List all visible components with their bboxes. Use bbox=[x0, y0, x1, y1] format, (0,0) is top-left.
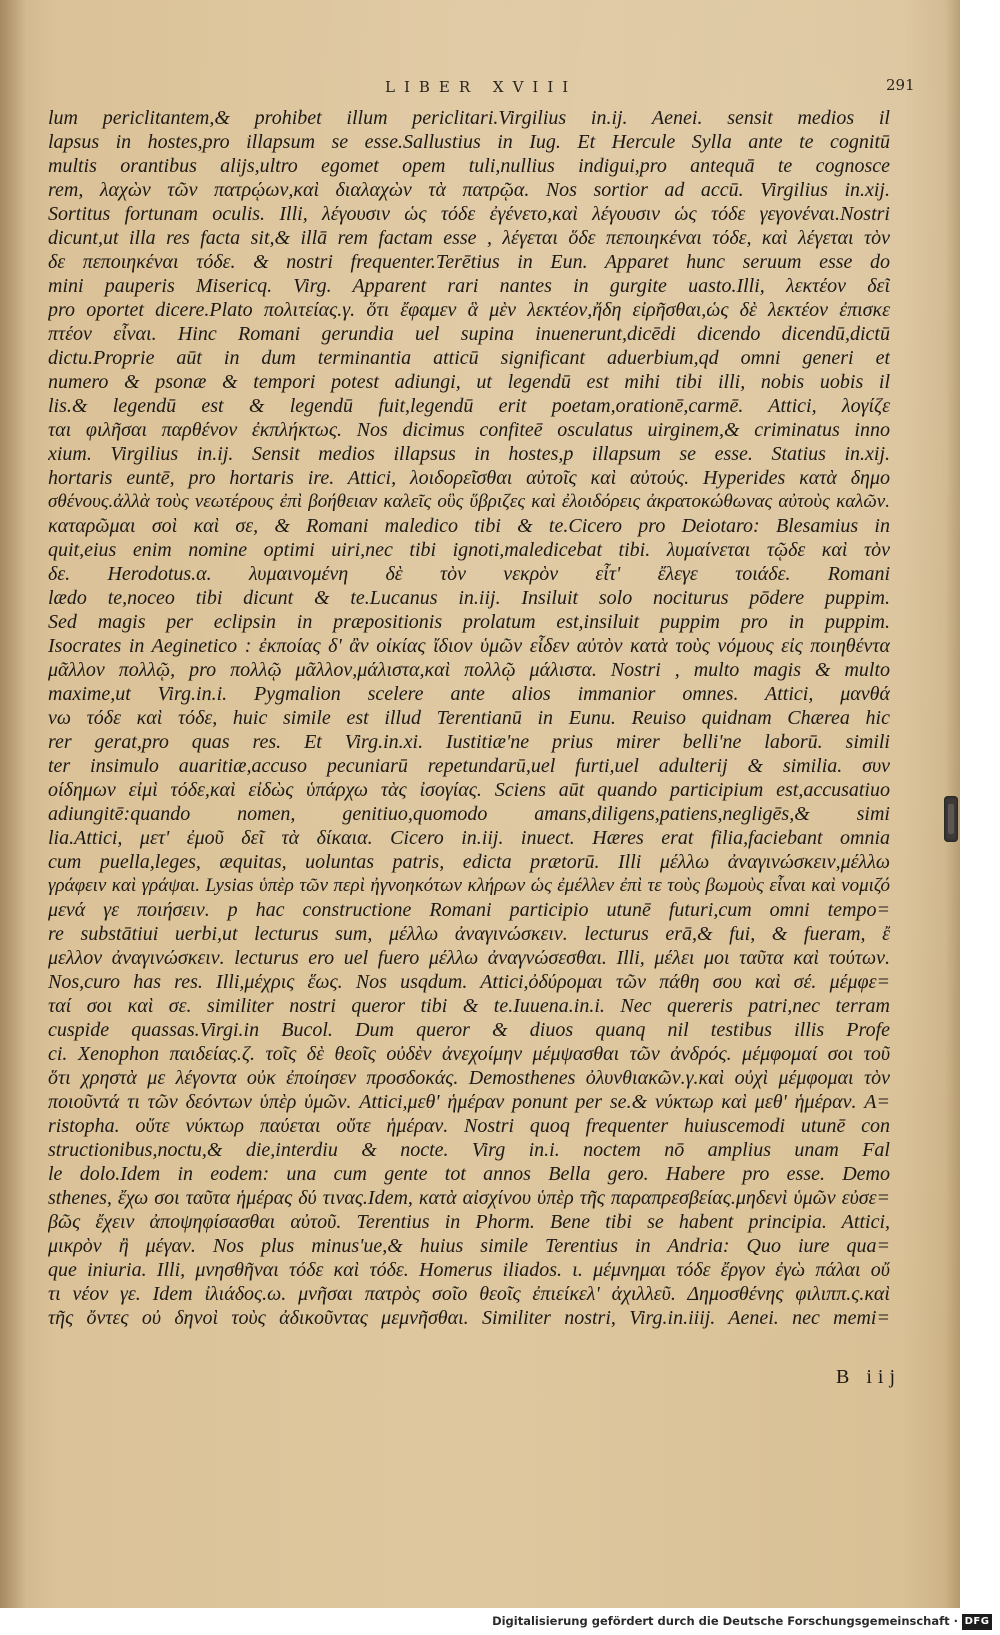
text-line: δε. Herodotus.α. λυμαινομένη δὲ τὸν νεκρὸν εἶτ' ἔλεγε τοιάδε. Romani bbox=[48, 563, 890, 585]
text-line: μικρὸν ἢ μέγαν. Nos plus minus'ue,& huius simile Terentius in Andria: Quo iure qua= bbox=[48, 1235, 890, 1257]
text-line: νω τόδε καὶ τόδε, huic simile est illud Terentianū in Eunu. Reuiso quidnam Chærea hic bbox=[48, 707, 890, 729]
text-line: καταρῶμαι σοὶ καὶ σε, & Romani maledico tibi & te.Cicero pro Deiotaro: Blesamius in bbox=[48, 515, 890, 537]
text-line: Sed magis per eclipsin in præpositionis prolatum est,insiluit puppim pro in puppim. bbox=[48, 611, 890, 633]
text-line: lædo te,noceo tibi dicunt & te.Lucanus in.iij. Insiluit solo nociturus pōdere puppim. bbox=[48, 587, 890, 609]
text-line: γράφειν καὶ γράψαι. Lysias ὑπὲρ τῶν περὶ ἠγνοηκότων κλήρων ὡς ἐμέλλεν ἐπὶ τε τοὺς βωμοὺς εἶναι καὶ νομιζό bbox=[48, 875, 890, 896]
funding-credit: Digitalisierung gefördert durch die Deutsche Forschungsgemeinschaft · bbox=[492, 1614, 958, 1628]
running-head: LIBER XVIII bbox=[385, 78, 578, 96]
text-line: rer gerat,pro quas res. Et Virg.in.xi. Iustitiæ'ne prius mirer belli'ne laborū. simili bbox=[48, 731, 890, 753]
text-line: μενά γε ποιήσειν. p hac constructione Romani participio utunē futuri,cum omni tempo= bbox=[48, 899, 890, 921]
text-line: mini pauperis Misericq. Virg. Apparent rari nantes in gurgite uasto.Illi, λεκτέον δεῖ bbox=[48, 275, 890, 297]
text-line: adiungitē:quando nomen, genitiuo,quomodo amans,diligens,patiens,negligēs,& simi bbox=[48, 803, 890, 825]
text-line: cuspide quassas.Virgi.in Bucol. Dum queror & diuos quanq nil testibus illis Profe bbox=[48, 1019, 890, 1041]
book-clasp-icon bbox=[944, 796, 958, 842]
text-line: μελλον ἀναγινώσκειν. lecturus ero uel fuero μέλλω ἀναγνώσεσθαι. Illi, μέλει μοι ταῦτα καὶ τούτων. bbox=[48, 947, 890, 969]
text-line: cum puella,leges, æquitas, uoluntas patris, edicta prætorū. Illi μέλλω ἀναγινώσκειν,μέλλω bbox=[48, 851, 890, 873]
text-line: ὅτι χρηστὰ με λέγοντα οὐκ ἐποίησεν προσδοκάς. Demosthenes ὀλυνθιακῶν.γ.καὶ οὐχὶ μέμφομαι τὸν bbox=[48, 1067, 890, 1089]
text-line: οίδημων εἰμὶ τόδε,καὶ εἰδὼς ὑπάρχω τὰς ἰσογίας. Sciens aūt quando participium est,accusatiuo bbox=[48, 779, 890, 801]
text-line: Sortitus fortunam oculis. Illi, λέγουσιν ὡς τόδε ἐγένετο,καὶ λέγουσιν ὡς τόδε γεγονέναι.Nostri bbox=[48, 203, 890, 225]
text-line: sthenes, ἔχω σοι ταῦτα ἡμέρας δύ τινας.Idem, κατὰ αἰσχίνου ὑπὲρ τῆς παραπρεσβείας.μηδενὶ ὑμῶν εὐσε= bbox=[48, 1187, 890, 1209]
text-line: μᾶλλον πολλῷ, pro πολλῷ μᾶλλον,μάλιστα,καὶ πολλῷ μάλιστα. Nostri , multo magis & multo bbox=[48, 659, 890, 681]
text-line: dictu.Proprie aūt in dum terminantia atticū significant aduerbium,qd omni generi et bbox=[48, 347, 890, 369]
text-line: lapsus in hostes,pro illapsum se esse.Sallustius in Iug. Et Hercule Sylla ante te cognitū bbox=[48, 131, 890, 153]
text-line: βῶς ἔχειν ἀποψηφίσασθαι αὐτοῦ. Terentius in Phorm. Bene tibi se habent principia. Attici, bbox=[48, 1211, 890, 1233]
text-line: re substātiui uerbi,ut lecturus sum, μέλλω ἀναγινώσκειν. lecturus erā,& fui, & fueram, ἔ bbox=[48, 923, 890, 945]
text-line: multis orantibus alijs,ultro egomet opem tuli,nullius indigui,pro antequā te cognosce bbox=[48, 155, 890, 177]
text-line: hortaris euntē, pro hortaris ire. Attici, λοιδορεῖσθαι αὐτοῖς καὶ αὐτούς. Hyperides κατὰ δημο bbox=[48, 467, 890, 489]
text-line: ποιοῦντά τι τῶν δεόντων ὑπὲρ ὑμῶν. Attici,μεθ' ἡμέραν ponunt per se.& νύκτωρ καὶ μεθ' ἡμέραν. A= bbox=[48, 1091, 890, 1113]
text-line: τῆς ὄντες οὐ δηνοὶ τοὺς ἀδικοῦντας μεμνῆσθαι. Similiter nostri, Virg.in.iiij. Aenei. nec memi= bbox=[48, 1307, 890, 1329]
text-line: ται φιλῆσαι παρθένον ἐκπλήκτως. Nos dicimus confiteē osculatus uirginem,& criminatus inno bbox=[48, 419, 890, 441]
text-line: maxime,ut Virg.in.i. Pygmalion scelere ante alios immanior omnes. Attici, μανθά bbox=[48, 683, 890, 705]
text-line: lia.Attici, μετ' ἐμοῦ δεῖ τὰ δίκαια. Cicero in.iij. inuect. Hæres erat filia,faciebant omnia bbox=[48, 827, 890, 849]
dfg-logo: DFG bbox=[962, 1614, 992, 1630]
text-line: ταί σοι καὶ σε. similiter nostri queror tibi & te.Iuuena.in.i. Nec quereris patri,nec terram bbox=[48, 995, 890, 1017]
text-line: ristopha. οὔτε νύκτωρ παύεται οὔτε ἡμέραν. Nostri quoq frequenter huiuscemodi utunē con bbox=[48, 1115, 890, 1137]
text-line: dicunt,ut illa res facta sit,& illā rem factam esse , λέγεται ὅδε πεποιηκέναι τόδε, καὶ λέγεται τὸν bbox=[48, 227, 890, 249]
text-line: rem, λαχὼν τῶν πατρῴων,καὶ διαλαχὼν τὰ πατρῷα. Nos sortior ad accū. Virgilius in.xij. bbox=[48, 179, 890, 201]
text-line: pro oportet dicere.Plato πολιτείας.γ. ὅτι ἔφαμεν ἃ μὲν λεκτέον,ἤδη εἰρῆσθαι,ὡς δὲ λεκτέον ἐπισκε bbox=[48, 299, 890, 321]
folio-number: 291 bbox=[886, 76, 915, 94]
text-line: σθένους.ἀλλὰ τοὺς νεωτέρους ἐπὶ βοήθειαν καλεῖς οὓς ὕβριζες καὶ ἐλοιδόρεις ἀκρατοκώθωνας αὐτοὺς καλῶν. bbox=[48, 491, 890, 512]
text-line: numero & psonæ & tempori potest adiungi, ut legendū est mihi tibi illi, nobis uobis il bbox=[48, 371, 890, 393]
text-line: structionibus,noctu,& die,interdiu & nocte. Virg in.i. noctem nō amplius unam Fal bbox=[48, 1139, 890, 1161]
gutter-shadow bbox=[0, 0, 26, 1608]
text-line: Isocrates in Aeginetico : ἐκποίας δ' ἂν οἰκίας ἴδιον ὑμῶν εἶδεν αὐτὸν κατὰ τοὺς νόμους εἰς ποιηθέντα bbox=[48, 635, 890, 657]
text-line: Nos,curo has res. Illi,μέχρις ἕως. Nos usqdum. Attici,ὀδύρομαι τῶν πάθη σου καὶ σέ. μέμφε= bbox=[48, 971, 890, 993]
text-line: πτέον εἶναι. Hinc Romani gerundia uel supina inuenerunt,dicēdi dicendo dicendū,dictū bbox=[48, 323, 890, 345]
text-line: xium. Virgilius in.ij. Sensit medios illapsus in hostes,p illapsum se esse. Statius in.xij. bbox=[48, 443, 890, 465]
footer-bar bbox=[0, 1611, 1000, 1635]
text-line: que iniuria. Illi, μνησθῆναι τόδε καὶ τόδε. Homerus iliados. ι. μέμνημαι τόδε ἔργον ἐγὼ πάλαι οὔ bbox=[48, 1259, 890, 1281]
text-line: δε πεποιηκέναι τόδε. & nostri frequenter.Terētius in Eun. Apparet hunc seruum esse do bbox=[48, 251, 890, 273]
text-line: lum periclitantem,& prohibet illum periclitari.Virgilius in.ij. Aenei. sensit medios il bbox=[48, 107, 890, 129]
text-line: quit,eius enim nomine optimi uiri,nec tibi ignoti,maledicebat tibi. λυμαίνεται τῷδε καὶ τὸν bbox=[48, 539, 890, 561]
text-line: τι νέον γε. Idem ἰλιάδος.ω. μνῆσαι πατρὸς σοῖο θεοῖς ἐπιείκελ' ἀχιλλεῦ. Δημοσθένης φιλιππ.ς.καὶ bbox=[48, 1283, 890, 1305]
text-line: ter insimulo auaritiæ,accuso pecuniarū repetundarū,uel furti,uel adulterij & similia. συν bbox=[48, 755, 890, 777]
text-line: le dolo.Idem in eodem: una cum gente tot annos Bella gero. Habere pro esse. Demo bbox=[48, 1163, 890, 1185]
text-block bbox=[48, 106, 890, 1330]
text-line: lis.& legendū est & legendū fuit,legendū erit poetam,orationē,carmē. Attici, λογίζε bbox=[48, 395, 890, 417]
catchword: B iij bbox=[836, 1366, 902, 1388]
text-line: ci. Xenophon παιδείας.ζ. τοῖς δὲ θεοῖς οὐδὲν ἀνεχοίμην μέμψασθαι τῶν ἀνδρός. μέμφομαί σοι τοῦ bbox=[48, 1043, 890, 1065]
